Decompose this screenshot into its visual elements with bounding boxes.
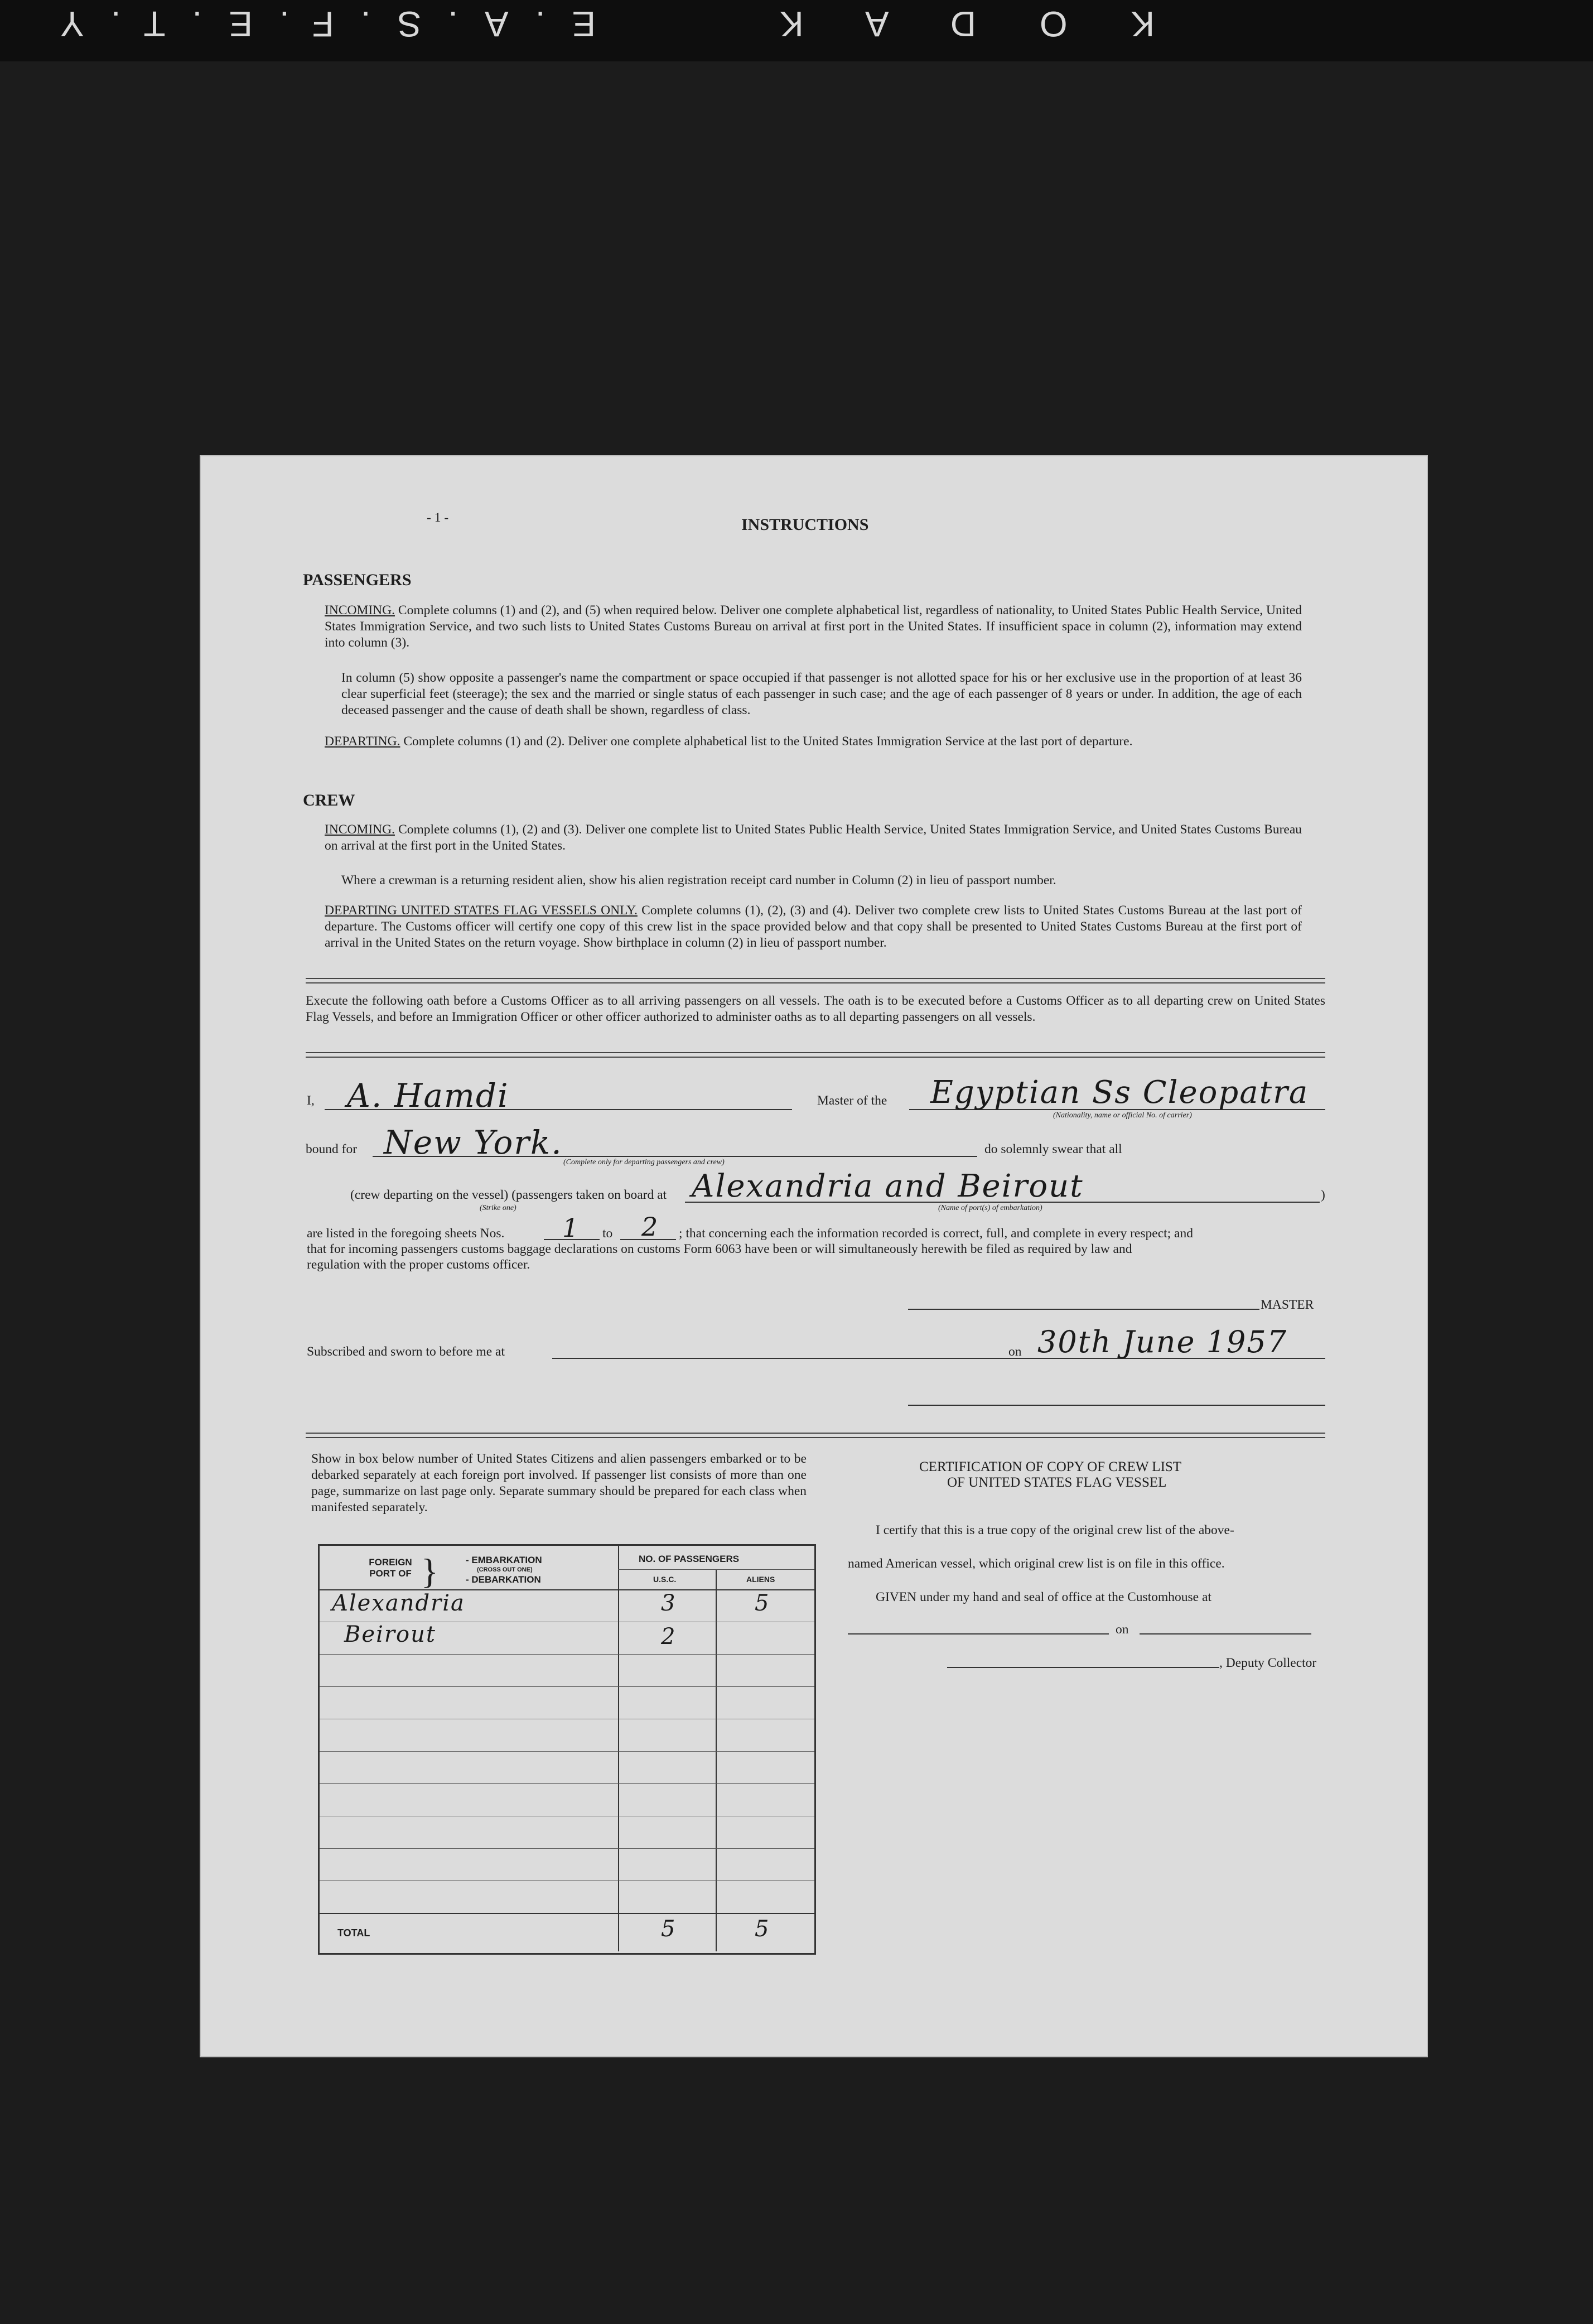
sheet-from-handwritten: 1 xyxy=(562,1213,580,1243)
date-handwritten: 30th June 1957 xyxy=(1037,1324,1288,1359)
total-label: TOTAL xyxy=(337,1927,370,1939)
row-line xyxy=(320,1686,814,1687)
crew-incoming xyxy=(325,822,1302,854)
cert-given-text: GIVEN under my hand and seal of office at the Customhouse at xyxy=(876,1590,1211,1604)
master-name-handwritten: A. Hamdi xyxy=(347,1077,509,1115)
passengers-departing-label: DEPARTING. xyxy=(325,734,400,749)
crew-incoming-text: Complete columns (1), (2) and (3). Deliver one complete list to United States Public Health Service, United States Immigration Service, and United States Customs Bureau on arrival at the first port in the United States. xyxy=(325,822,1302,853)
total-line xyxy=(320,1913,814,1914)
subscribed-label: Subscribed and sworn to before me at xyxy=(307,1344,505,1359)
passengers-incoming-label: INCOMING. xyxy=(325,603,395,618)
passengers-column5: In column (5) show opposite a passenger's name the compartment or space occupied if that passenger is not allotted space for his or her exclusive use in the proportion of at least 36 clear superficial feet (steerage); the sex and the married or single status of each passenger in such case; and the age of each passenger of 8 years or under. In addition, the age of each deceased passenger and the cause of death shall be shown, regardless of class. xyxy=(341,671,1302,717)
row-usc: 2 xyxy=(661,1624,677,1650)
crew-resident: Where a crewman is a returning resident alien, show his alien registration receipt card number in Column (2) in lieu of passport number. xyxy=(341,873,1056,888)
listed-text-4: regulation with the proper customs officer. xyxy=(307,1257,530,1272)
crew-incoming-label: INCOMING. xyxy=(325,822,395,837)
passengers-header: NO. OF PASSENGERS xyxy=(639,1554,740,1564)
deputy-collector-label: , Deputy Collector xyxy=(1219,1656,1317,1670)
sheet-to-handwritten: 2 xyxy=(641,1212,659,1242)
passengers-incoming xyxy=(325,602,1302,651)
row-aliens: 5 xyxy=(755,1590,770,1616)
row-usc: 3 xyxy=(661,1590,677,1616)
usc-header: U.S.C. xyxy=(653,1575,677,1584)
ports-handwritten: Alexandria and Beirout xyxy=(692,1168,1084,1204)
cert-title-1: CERTIFICATION OF COPY OF CREW LIST xyxy=(919,1459,1182,1474)
debarkation-label: - DEBARKATION xyxy=(466,1574,541,1585)
aliens-header: ALIENS xyxy=(746,1575,775,1584)
subscribed-place-line xyxy=(552,1358,1042,1359)
cert-text-2: named American vessel, which original crew list is on file in this office. xyxy=(848,1556,1225,1571)
cert-date-line xyxy=(1140,1633,1311,1634)
oath-divider xyxy=(306,1052,1325,1058)
cert-text-1: I certify that this is a true copy of the original crew list of the above- xyxy=(876,1523,1234,1537)
foreign-port-label: FOREIGN PORT OF xyxy=(369,1557,412,1579)
crew-heading: CREW xyxy=(303,791,355,809)
brace-icon: } xyxy=(421,1551,438,1591)
cert-on-label: on xyxy=(1116,1622,1129,1637)
total-usc: 5 xyxy=(661,1916,677,1942)
oath-swear-text: do solemnly swear that all xyxy=(984,1142,1122,1156)
passengers-departing-text: Complete columns (1) and (2). Deliver one complete alphabetical list to the United States Immigration Service at the last port of departure. xyxy=(403,734,1133,749)
row-line xyxy=(320,1848,814,1849)
cert-signature-line xyxy=(947,1667,1219,1668)
row-port: Alexandria xyxy=(332,1590,465,1616)
row-line xyxy=(320,1751,814,1752)
passengers-incoming-text: Complete columns (1) and (2), and (5) when required below. Deliver one complete alphabetical list, regardless of nationality, to United States Public Health Service, United States Immigration Service, and two such lists to United States Customs Bureau on arrival at first port in the United States. If insufficient space in column (2), information may extend into column (3). xyxy=(325,603,1302,650)
cert-place-line xyxy=(848,1633,1109,1634)
lower-divider xyxy=(306,1433,1325,1438)
row-line xyxy=(320,1654,814,1655)
master-label: MASTER xyxy=(1261,1298,1314,1312)
oath-intro: Execute the following oath before a Customs Officer as to all arriving passengers on all vessels. The oath is to be executed before a Customs Officer as to all departing crew on United States Flag Vessels, and before an Immigration Officer or other officer authorized to administer oaths as to all departing passengers on all vessels. xyxy=(306,994,1325,1024)
summary-table xyxy=(318,1544,816,1955)
to-label: to xyxy=(602,1226,613,1241)
page-marker: - 1 - xyxy=(427,510,449,525)
film-brand-print: K O D A K xyxy=(753,4,1155,44)
ports-close-paren: ) xyxy=(1321,1188,1325,1202)
cross-out-label: (CROSS OUT ONE) xyxy=(477,1566,533,1573)
listed-text-2: ; that concerning each the information recorded is correct, full, and complete in every respect; and xyxy=(679,1226,1193,1241)
cert-title-2: OF UNITED STATES FLAG VESSEL xyxy=(947,1475,1167,1490)
crew-departing xyxy=(325,903,1302,951)
vessel-caption: (Nationality, name or official No. of carrier) xyxy=(1053,1111,1192,1120)
passengers-departing xyxy=(325,734,1302,750)
col-divider-2 xyxy=(716,1569,717,1951)
oath-i-label: I, xyxy=(307,1093,315,1108)
master-signature-line xyxy=(908,1309,1259,1310)
listed-text: are listed in the foregoing sheets Nos. xyxy=(307,1226,505,1241)
ports-caption: (Name of port(s) of embarkation) xyxy=(938,1204,1042,1212)
embarkation-label: - EMBARKATION xyxy=(466,1555,542,1565)
page-title: INSTRUCTIONS xyxy=(741,515,869,534)
film-edge-strip xyxy=(0,0,1593,61)
film-edge-print: E.A.S.F.E.T.Y xyxy=(33,4,596,44)
vessel-handwritten: Egyptian Ss Cleopatra xyxy=(930,1074,1309,1111)
section-divider xyxy=(306,978,1325,983)
document-page xyxy=(201,456,1427,2056)
crew-departing-text: Complete columns (1), (2), (3) and (4). Deliver two complete crew lists to United States Customs Bureau at the last port of departure. The Customs officer will certify one copy of this crew list in the space provided below and that copy shall be presented to United States Customs Bureau at the first port of arrival in the United States on the return voyage. Show birthplace in column (2) in lieu of passport number. xyxy=(325,903,1302,950)
oath-bound-for-label: bound for xyxy=(306,1142,358,1156)
summary-instructions: Show in box below number of United States Citizens and alien passengers embarked or to be debarked separately at each foreign port involved. If passenger list consists of more than one page, summarize on last page only. Separate summary should be prepared for each class when manifested separately. xyxy=(311,1452,807,1515)
subscribed-on-label: on xyxy=(1008,1344,1022,1359)
oath-crew-text: (crew departing on the vessel) (passengers taken on board at xyxy=(350,1188,667,1202)
total-aliens: 5 xyxy=(755,1916,770,1942)
passengers-heading: PASSENGERS xyxy=(303,571,412,589)
header-split xyxy=(618,1569,814,1570)
oath-master-of-label: Master of the xyxy=(817,1093,887,1108)
listed-text-3: that for incoming passengers customs baggage declarations on customs Form 6063 have been or will simultaneously herewith be filed as required by law and xyxy=(307,1242,1132,1256)
bound-for-handwritten: New York. xyxy=(384,1124,563,1161)
row-line xyxy=(320,1783,814,1784)
official-signature-line xyxy=(908,1405,1325,1406)
strike-caption: (Strike one) xyxy=(480,1204,516,1212)
row-port: Beirout xyxy=(344,1622,436,1647)
crew-departing-label: DEPARTING UNITED STATES FLAG VESSELS ONLY. xyxy=(325,903,638,918)
col-divider-1 xyxy=(618,1546,619,1951)
bound-for-caption: (Complete only for departing passengers and crew) xyxy=(563,1158,725,1166)
